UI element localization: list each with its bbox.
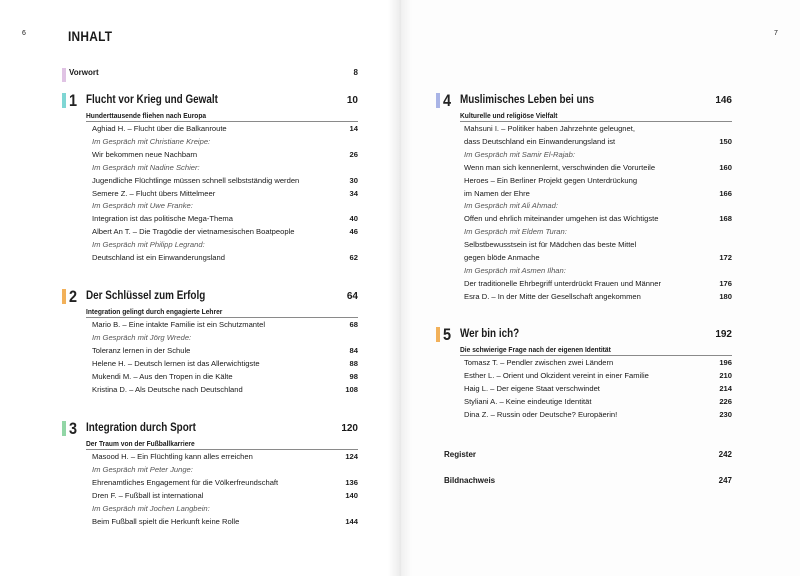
toc-entry-title: Styliani A. – Keine eindeutige Identität xyxy=(464,396,592,406)
chapter-number: 5 xyxy=(443,325,452,344)
toc-entry-page: 180 xyxy=(719,291,732,301)
toc-entry[interactable] xyxy=(92,358,358,370)
chapter-separator xyxy=(86,449,358,450)
toc-entry-title: Albert An T. – Die Tragödie der vietnamesischen Boatpeople xyxy=(92,227,295,237)
toc-entry-page: 62 xyxy=(349,253,358,262)
toc-entry-title: Haig L. – Der eigene Staat verschwindet xyxy=(464,383,600,393)
vorwort-title: Vorwort xyxy=(69,68,99,77)
toc-entry[interactable] xyxy=(92,464,358,476)
toc-entry[interactable] xyxy=(464,162,732,174)
toc-entry-page: 176 xyxy=(719,278,732,288)
toc-entry[interactable] xyxy=(92,516,358,528)
toc-entry-title: Der traditionelle Ehrbegriff unterdrückt Frauen und Männer xyxy=(464,278,661,288)
page-number-right: 7 xyxy=(774,30,778,37)
chapter-heading-c3[interactable] xyxy=(62,420,358,438)
toc-entry-title: Helene H. – Deutsch lernen ist das Allerwichtigste xyxy=(92,358,260,368)
toc-entry-title: Im Gespräch mit Nadine Schier: xyxy=(92,162,200,172)
chapter-heading-c4[interactable] xyxy=(436,92,732,110)
toc-entry-page: 160 xyxy=(719,162,732,172)
toc-entry-page: 166 xyxy=(719,188,732,198)
toc-entry-page: 108 xyxy=(345,384,358,394)
toc-vorwort[interactable] xyxy=(62,68,358,82)
toc-entry-page: 14 xyxy=(349,124,358,133)
toc-entry-title: Masood H. – Ein Flüchtling kann alles erreichen xyxy=(92,452,253,461)
toc-entry[interactable] xyxy=(464,213,732,225)
chapter-heading-c1[interactable] xyxy=(62,92,358,110)
toc-entry[interactable] xyxy=(464,123,732,135)
toc-entry-title: Tomasz T. – Pendler zwischen zwei Ländern xyxy=(464,358,614,367)
toc-entry[interactable] xyxy=(92,319,358,331)
toc-entry-page: 40 xyxy=(349,214,358,224)
toc-entry[interactable] xyxy=(92,332,358,344)
chapter-color-bar xyxy=(62,93,66,108)
chapter-heading-c5[interactable] xyxy=(436,326,732,344)
toc-entry-title: Im Gespräch mit Jochen Langbein: xyxy=(92,503,210,513)
toc-entry-page: 196 xyxy=(719,358,732,367)
toc-entry-title: Mahsuni I. – Politiker haben Jahrzehnte geleugnet, xyxy=(464,124,635,133)
register-title: Register xyxy=(444,450,477,459)
toc-entry-title: Heroes – Ein Berliner Projekt gegen Unterdrückung xyxy=(464,175,638,185)
chapter-number: 1 xyxy=(69,91,78,110)
toc-entry-title: Esther L. – Orient und Okzident vereint in einer Familie xyxy=(464,370,649,380)
toc-entry-title: Selbstbewusstsein ist für Mädchen das beste Mittel xyxy=(464,240,637,250)
chapter-title: Flucht vor Krieg und Gewalt xyxy=(86,94,218,106)
toc-entry-title: Wenn man sich kennenlernt, verschwinden die Vorurteile xyxy=(464,162,656,172)
book-gutter xyxy=(388,0,412,576)
toc-entry-title: Semere Z. – Flucht übers Mittelmeer xyxy=(92,188,216,198)
vorwort-color-bar xyxy=(62,68,66,82)
toc-entry[interactable] xyxy=(464,357,732,369)
chapter-heading-c2[interactable] xyxy=(62,288,358,306)
vorwort-page: 8 xyxy=(353,68,358,77)
toc-entry-title: Jugendliche Flüchtlinge müssen schnell selbstständig werden xyxy=(92,175,300,185)
toc-entry-page: 214 xyxy=(719,383,732,393)
chapter-color-bar xyxy=(436,93,440,108)
toc-entry[interactable] xyxy=(464,252,732,264)
toc-entry[interactable] xyxy=(92,123,358,135)
toc-entry-page: 210 xyxy=(719,370,732,380)
toc-entry-page: 168 xyxy=(719,214,732,224)
chapter-number: 3 xyxy=(69,419,78,438)
toc-entry-title: Im Gespräch mit Asmen Ilhan: xyxy=(464,265,566,275)
toc-entry-title: Im Gespräch mit Jörg Wrede: xyxy=(92,332,192,342)
toc-entry-title: gegen blöde Anmache xyxy=(464,253,540,262)
chapter-color-bar xyxy=(62,289,66,304)
toc-entry-title: Ehrenamtliches Engagement für die Völkerfreundschaft xyxy=(92,477,279,487)
toc-entry-title: Dren F. – Fußball ist international xyxy=(92,490,204,500)
chapter-separator xyxy=(460,355,732,356)
toc-entry-page: 230 xyxy=(719,409,732,419)
toc-entry-page: 34 xyxy=(349,188,358,198)
toc-entry[interactable] xyxy=(464,226,732,238)
toc-register[interactable] xyxy=(444,450,732,464)
toc-entry-title: Deutschland ist ein Einwanderungsland xyxy=(92,253,225,262)
toc-entry[interactable] xyxy=(464,200,732,212)
toc-entry[interactable] xyxy=(464,383,732,395)
toc-entry-page: 88 xyxy=(349,358,358,368)
toc-entry-title: Im Gespräch mit Peter Junge: xyxy=(92,464,193,474)
chapter-separator xyxy=(86,121,358,122)
toc-entry-title: Aghiad H. – Flucht über die Balkanroute xyxy=(92,124,227,133)
chapter-page: 146 xyxy=(715,95,732,106)
toc-entry[interactable] xyxy=(92,384,358,396)
toc-entry-page: 68 xyxy=(349,320,358,329)
toc-entry[interactable] xyxy=(464,239,732,251)
toc-entry[interactable] xyxy=(92,477,358,489)
chapter-number: 2 xyxy=(69,287,78,306)
toc-entry-page: 226 xyxy=(719,396,732,406)
chapter-title: Integration durch Sport xyxy=(86,422,196,434)
chapter-number: 4 xyxy=(443,91,452,110)
toc-entry[interactable] xyxy=(464,175,732,187)
chapter-title: Muslimisches Leben bei uns xyxy=(460,94,595,106)
toc-entry-title: Esra D. – In der Mitte der Gesellschaft angekommen xyxy=(464,291,641,301)
toc-entry-title: Beim Fußball spielt die Herkunft keine Rolle xyxy=(92,516,240,526)
toc-entry-page: 140 xyxy=(345,490,358,500)
toc-entry-page: 150 xyxy=(719,136,732,146)
toc-entry[interactable] xyxy=(92,213,358,225)
toc-entry[interactable] xyxy=(464,265,732,277)
chapter-page: 120 xyxy=(341,423,358,434)
toc-entry-page: 26 xyxy=(349,149,358,159)
register-page: 242 xyxy=(718,450,732,459)
page-number-left: 6 xyxy=(22,30,26,37)
toc-entry-title: dass Deutschland ein Einwanderungsland ist xyxy=(464,136,616,146)
toc-entry-page: 136 xyxy=(345,477,358,487)
toc-entry-page: 30 xyxy=(349,175,358,185)
toc-entry[interactable] xyxy=(92,149,358,161)
toc-entry[interactable] xyxy=(92,345,358,357)
toc-entry[interactable] xyxy=(92,175,358,187)
toc-entry-title: Offen und ehrlich miteinander umgehen ist das Wichtigste xyxy=(464,214,659,224)
chapter-separator xyxy=(460,121,732,122)
toc-entry-title: Im Gespräch mit Eldem Turan: xyxy=(464,227,567,237)
chapter-page: 10 xyxy=(346,95,358,106)
toc-bildnachweis[interactable] xyxy=(444,476,732,490)
toc-entry-title: Im Gespräch mit Philipp Legrand: xyxy=(92,240,205,250)
toc-entry-page: 84 xyxy=(349,345,358,355)
chapter-subtitle: Kulturelle und religiöse Vielfalt xyxy=(460,111,558,120)
toc-entry[interactable] xyxy=(464,278,732,290)
toc-heading: INHALT xyxy=(68,28,113,44)
toc-entry-title: Im Gespräch mit Christiane Kreipe: xyxy=(92,136,211,146)
toc-entry[interactable] xyxy=(464,149,732,161)
chapter-separator xyxy=(86,317,358,318)
toc-entry-page: 98 xyxy=(349,371,358,381)
toc-entry-page: 172 xyxy=(719,253,732,262)
toc-entry-title: Integration ist das politische Mega-Thema xyxy=(92,214,233,224)
toc-entry-page: 144 xyxy=(345,516,358,526)
chapter-color-bar xyxy=(436,327,440,342)
toc-entry[interactable] xyxy=(92,136,358,148)
toc-entry-title: Mukendi M. – Aus den Tropen in die Kälte xyxy=(92,371,233,381)
toc-entry[interactable] xyxy=(92,226,358,238)
toc-entry[interactable] xyxy=(464,396,732,408)
toc-entry[interactable] xyxy=(92,200,358,212)
toc-entry[interactable] xyxy=(92,239,358,251)
toc-entry-title: Mario B. – Eine intakte Familie ist ein Schutzmantel xyxy=(92,320,266,329)
toc-entry-title: im Namen der Ehre xyxy=(464,188,530,198)
chapter-title: Der Schlüssel zum Erfolg xyxy=(86,290,206,302)
toc-entry[interactable] xyxy=(92,451,358,463)
bildnachweis-page: 247 xyxy=(718,476,732,485)
chapter-page: 64 xyxy=(346,291,358,302)
toc-entry[interactable] xyxy=(464,291,732,303)
bildnachweis-title: Bildnachweis xyxy=(444,476,496,485)
toc-entry-title: Im Gespräch mit Ali Ahmad: xyxy=(464,201,558,211)
toc-entry-title: Im Gespräch mit Uwe Franke: xyxy=(92,201,193,211)
right-page xyxy=(400,0,800,576)
chapter-subtitle: Hunderttausende fliehen nach Europa xyxy=(86,111,207,120)
toc-entry[interactable] xyxy=(464,136,732,148)
toc-entry[interactable] xyxy=(464,370,732,382)
toc-entry-title: Im Gespräch mit Samir El-Rajab: xyxy=(464,149,575,159)
chapter-color-bar xyxy=(62,421,66,436)
chapter-subtitle: Der Traum von der Fußballkarriere xyxy=(86,439,195,448)
toc-entry-title: Wir bekommen neue Nachbarn xyxy=(92,149,198,159)
toc-entry-title: Dina Z. – Russin oder Deutsche? Europäerin! xyxy=(464,409,618,419)
toc-entry[interactable] xyxy=(92,252,358,264)
toc-entry-title: Toleranz lernen in der Schule xyxy=(92,345,191,355)
toc-entry-title: Kristina D. – Als Deutsche nach Deutschland xyxy=(92,384,243,394)
toc-entry[interactable] xyxy=(92,162,358,174)
toc-entry[interactable] xyxy=(92,371,358,383)
toc-entry[interactable] xyxy=(92,188,358,200)
toc-entry-page: 124 xyxy=(345,452,358,461)
toc-entry[interactable] xyxy=(464,409,732,421)
toc-entry-page: 46 xyxy=(349,227,358,237)
chapter-page: 192 xyxy=(715,329,732,340)
chapter-subtitle: Die schwierige Frage nach der eigenen Identität xyxy=(460,345,611,354)
toc-entry[interactable] xyxy=(92,490,358,502)
toc-entry[interactable] xyxy=(92,503,358,515)
chapter-title: Wer bin ich? xyxy=(460,328,520,340)
toc-entry[interactable] xyxy=(464,188,732,200)
chapter-subtitle: Integration gelingt durch engagierte Lehrer xyxy=(86,307,223,316)
